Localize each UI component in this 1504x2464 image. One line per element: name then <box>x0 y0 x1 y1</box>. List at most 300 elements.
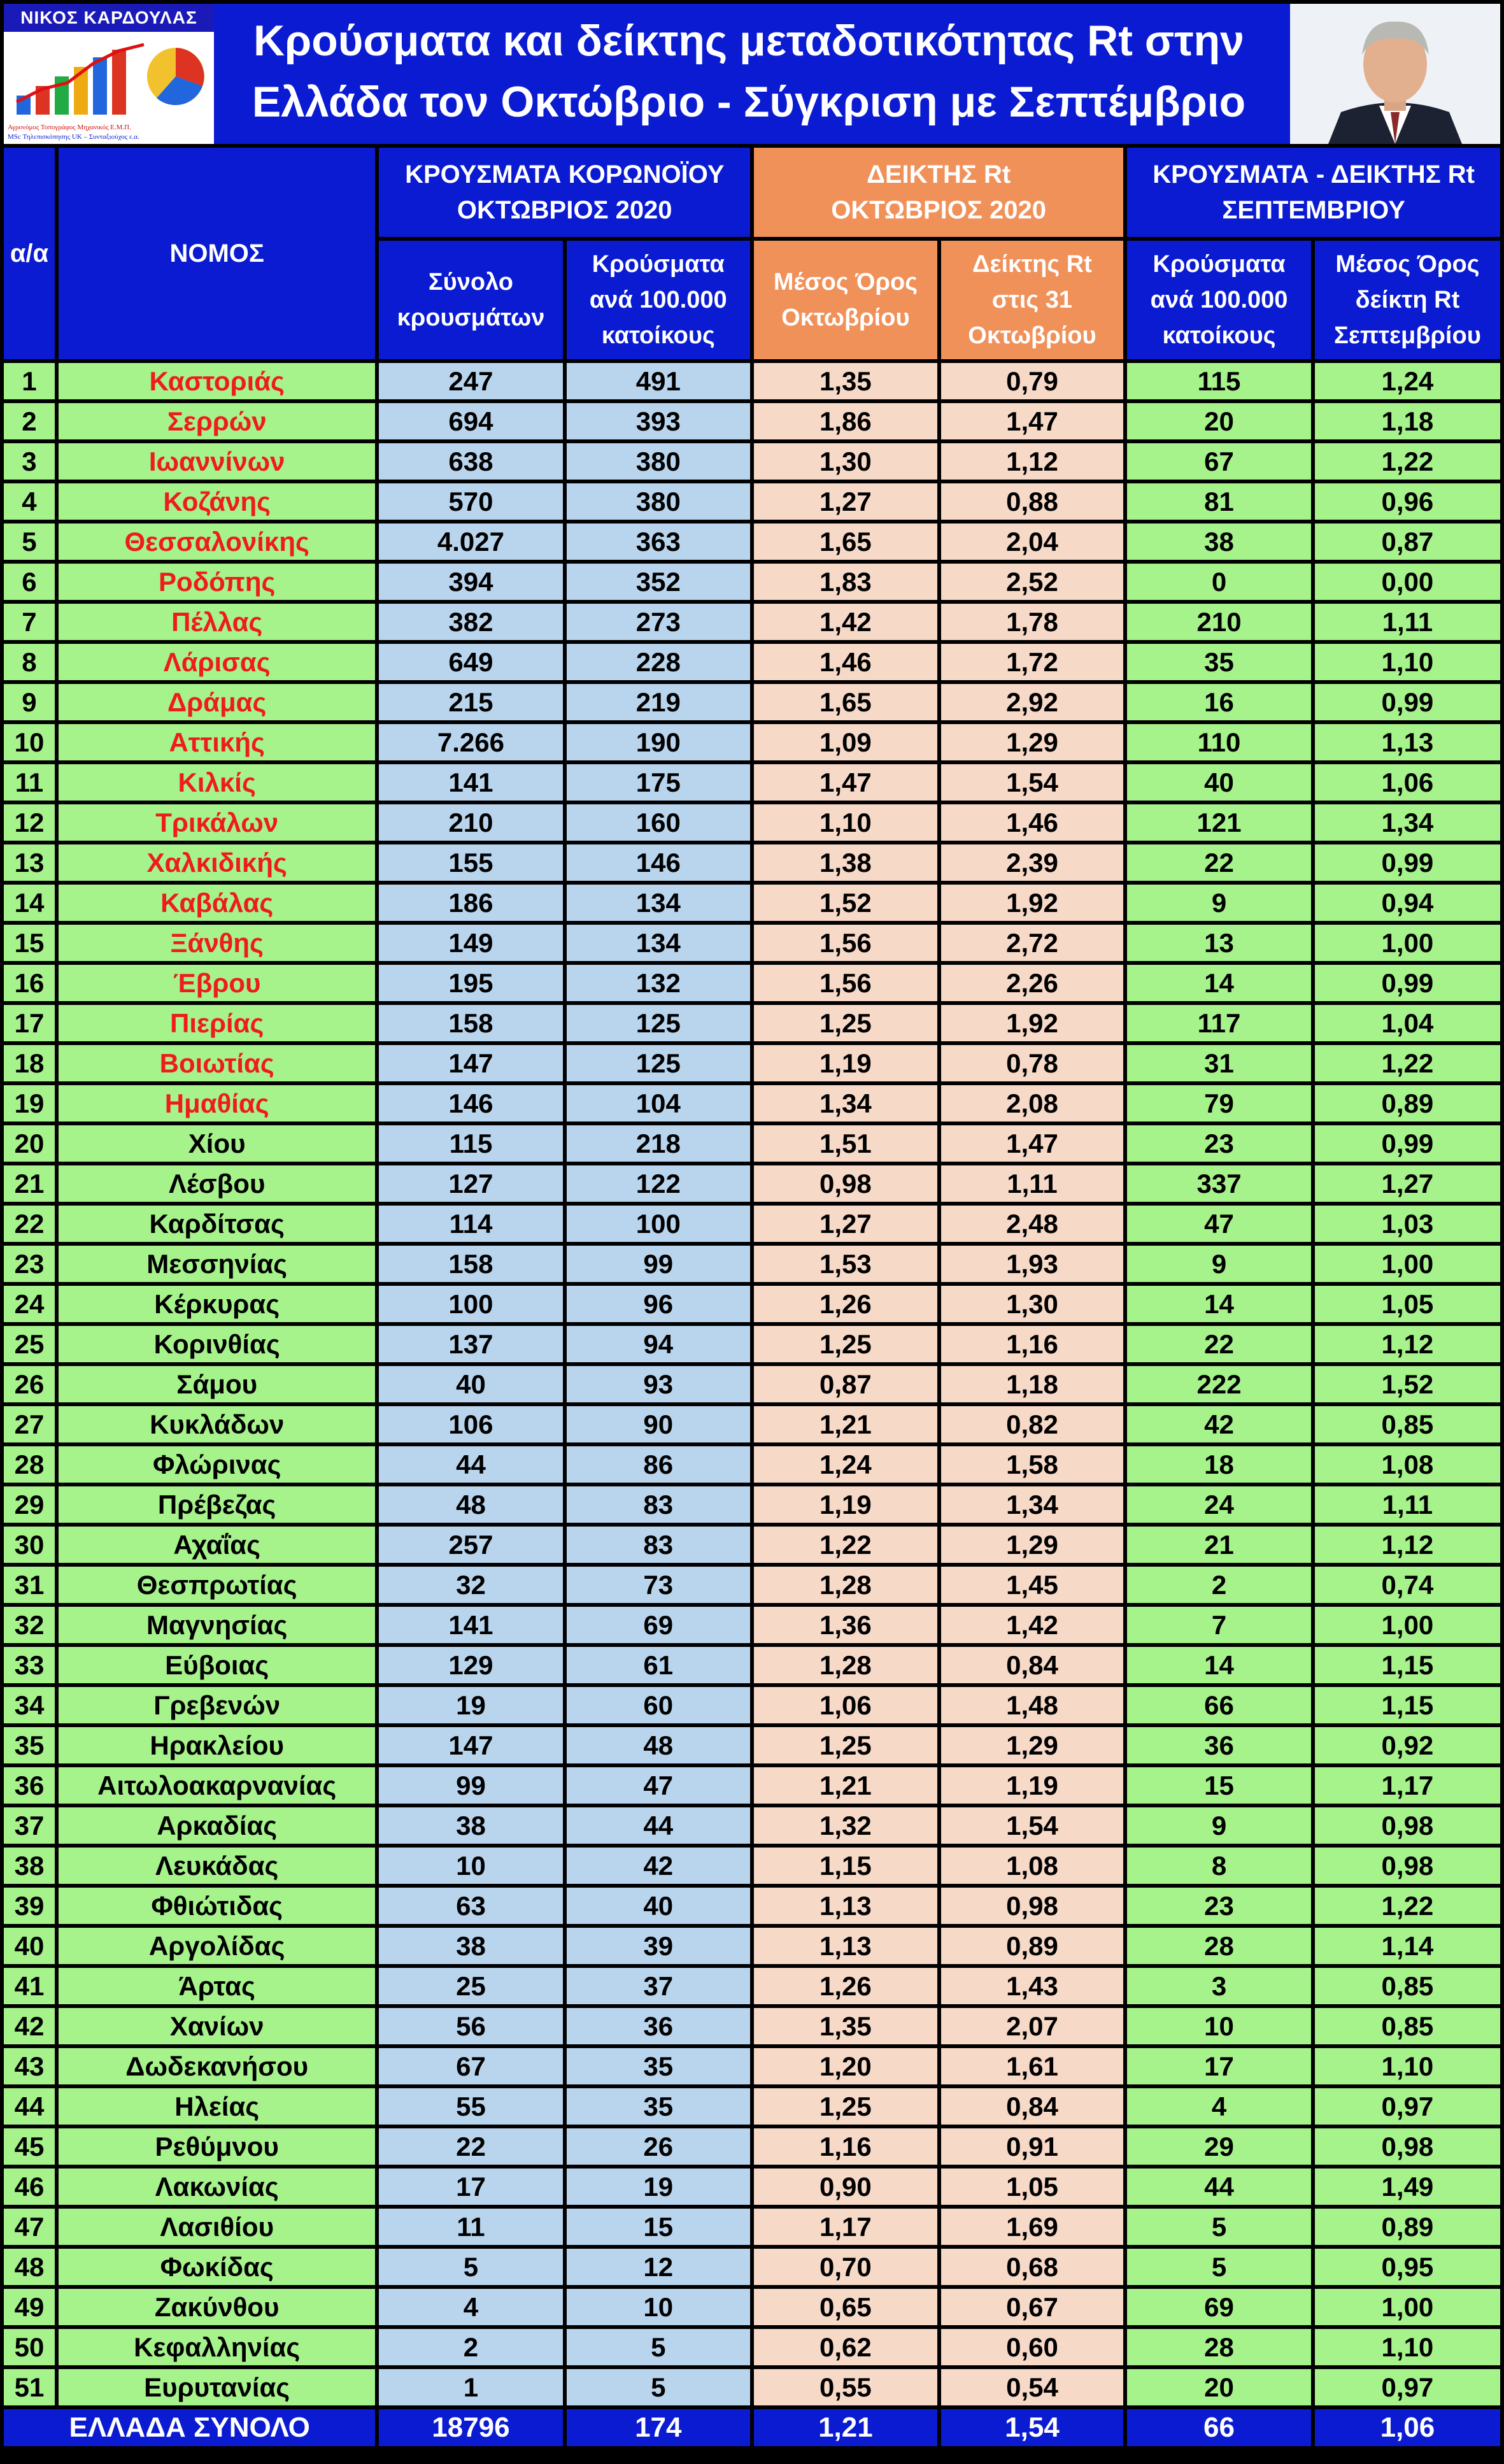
rt-31-oct: 1,69 <box>941 2209 1123 2245</box>
cases-per100k-oct: 125 <box>567 1005 751 1041</box>
rt-31-oct: 1,48 <box>941 1687 1123 1723</box>
rt-31-oct: 1,34 <box>941 1486 1123 1523</box>
group-header-line: ΣΕΠΤΕΜΒΡΙΟΥ <box>1222 196 1405 224</box>
rt-avg-oct: 1,38 <box>754 844 937 881</box>
rt-31-oct: 0,88 <box>941 483 1123 520</box>
table-row <box>4 804 1500 841</box>
rt-avg-sep: 0,99 <box>1315 965 1500 1001</box>
cases-per100k-sep: 4 <box>1127 2088 1311 2125</box>
row-number: 7 <box>4 604 55 640</box>
cases-per100k-sep: 47 <box>1127 1206 1311 1242</box>
prefecture-name: Αρκαδίας <box>59 1807 375 1844</box>
table-row <box>4 604 1500 640</box>
total-cases: 638 <box>379 443 562 480</box>
row-number: 20 <box>4 1125 55 1162</box>
table-row <box>4 1286 1500 1322</box>
rt-avg-sep: 0,98 <box>1315 1848 1500 1884</box>
prefecture-name: Βοιωτίας <box>59 1045 375 1081</box>
cases-per100k-sep: 24 <box>1127 1486 1311 1523</box>
row-number: 28 <box>4 1446 55 1483</box>
prefecture-name: Σερρών <box>59 403 375 439</box>
cases-per100k-sep: 22 <box>1127 1326 1311 1362</box>
rt-avg-oct: 1,83 <box>754 564 937 600</box>
cases-per100k-sep: 9 <box>1127 1807 1311 1844</box>
prefecture-name: Μαγνησίας <box>59 1607 375 1643</box>
total-cases: 4.027 <box>379 523 562 560</box>
rt-avg-oct: 0,87 <box>754 1366 937 1402</box>
rt-31-oct: 1,78 <box>941 604 1123 640</box>
cases-per100k-oct: 96 <box>567 1286 751 1322</box>
rt-31-oct: 1,29 <box>941 1727 1123 1763</box>
cases-per100k-sep: 14 <box>1127 1647 1311 1683</box>
row-number: 25 <box>4 1326 55 1362</box>
prefecture-name: Ροδόπης <box>59 564 375 600</box>
total-cases: 22 <box>379 2128 562 2165</box>
total-cases: 195 <box>379 965 562 1001</box>
rt-avg-oct: 1,53 <box>754 1246 937 1282</box>
rt-avg-sep: 0,97 <box>1315 2369 1500 2405</box>
prefecture-name: Ιωαννίνων <box>59 443 375 480</box>
row-number: 50 <box>4 2329 55 2365</box>
cases-per100k-sep: 9 <box>1127 1246 1311 1282</box>
rt-avg-sep: 1,11 <box>1315 1486 1500 1523</box>
prefecture-name: Δράμας <box>59 684 375 720</box>
rt-avg-sep: 0,89 <box>1315 1085 1500 1122</box>
rt-avg-oct: 1,25 <box>754 1727 937 1763</box>
rt-31-oct: 2,26 <box>941 965 1123 1001</box>
cases-per100k-oct: 380 <box>567 483 751 520</box>
prefecture-name: Αττικής <box>59 724 375 760</box>
rt-31-oct: 0,98 <box>941 1888 1123 1924</box>
rt-avg-oct: 1,52 <box>754 885 937 921</box>
table-row <box>4 1326 1500 1362</box>
cases-per100k-oct: 42 <box>567 1848 751 1884</box>
total-cases: 215 <box>379 684 562 720</box>
total-cases: 257 <box>379 1527 562 1563</box>
total-cases: 106 <box>379 1406 562 1442</box>
rt-avg-sep: 0,96 <box>1315 483 1500 520</box>
rt-avg-oct: 1,47 <box>754 764 937 801</box>
author-photo <box>1290 4 1500 144</box>
row-number: 44 <box>4 2088 55 2125</box>
cases-per100k-oct: 48 <box>567 1727 751 1763</box>
prefecture-name: Κιλκίς <box>59 764 375 801</box>
prefecture-name: Χαλκιδικής <box>59 844 375 881</box>
cases-per100k-sep: 337 <box>1127 1165 1311 1202</box>
total-cases: 115 <box>379 1125 562 1162</box>
rt-avg-oct: 1,46 <box>754 644 937 680</box>
prefecture-name: Λακωνίας <box>59 2168 375 2205</box>
rt-31-oct: 0,82 <box>941 1406 1123 1442</box>
table-row <box>4 1045 1500 1081</box>
prefecture-name: Φλώρινας <box>59 1446 375 1483</box>
table-row <box>4 1888 1500 1924</box>
rt-avg-sep: 1,10 <box>1315 2048 1500 2084</box>
table-row <box>4 1165 1500 1202</box>
table-row <box>4 1005 1500 1041</box>
rt-avg-oct: 1,56 <box>754 965 937 1001</box>
rt-avg-sep: 1,08 <box>1315 1446 1500 1483</box>
col-header-total-cases <box>379 241 562 359</box>
total-cases: 48 <box>379 1486 562 1523</box>
table-row <box>4 564 1500 600</box>
rt-avg-oct: 1,86 <box>754 403 937 439</box>
cases-per100k-oct: 134 <box>567 925 751 961</box>
rt-31-oct: 0,68 <box>941 2249 1123 2285</box>
logo-subtitle-2: MSc Τηλεπισκόπησης UK – Συνταξιούχος ε.α. <box>8 133 139 141</box>
row-number: 17 <box>4 1005 55 1041</box>
cases-per100k-oct: 15 <box>567 2209 751 2245</box>
table-row <box>4 2369 1500 2405</box>
rt-31-oct: 0,91 <box>941 2128 1123 2165</box>
cases-per100k-oct: 83 <box>567 1486 751 1523</box>
row-number: 46 <box>4 2168 55 2205</box>
rt-31-oct: 1,72 <box>941 644 1123 680</box>
table-row <box>4 2209 1500 2245</box>
cases-per100k-sep: 29 <box>1127 2128 1311 2165</box>
prefecture-name: Κεφαλληνίας <box>59 2329 375 2365</box>
rt-avg-sep: 1,27 <box>1315 1165 1500 1202</box>
table-row <box>4 1807 1500 1844</box>
row-number: 26 <box>4 1366 55 1402</box>
total-cases: 570 <box>379 483 562 520</box>
group-header-line: ΟΚΤΩΒΡΙΟΣ 2020 <box>831 196 1046 224</box>
cases-per100k-oct: 100 <box>567 1206 751 1242</box>
rt-avg-sep: 0,87 <box>1315 523 1500 560</box>
rt-avg-oct: 1,25 <box>754 1326 937 1362</box>
table-row <box>4 1928 1500 1964</box>
row-number: 14 <box>4 885 55 921</box>
logo-graph-icon <box>4 32 214 121</box>
rt-31-oct: 2,48 <box>941 1206 1123 1242</box>
cases-per100k-oct: 352 <box>567 564 751 600</box>
prefecture-name: Έβρου <box>59 965 375 1001</box>
rt-avg-sep: 0,85 <box>1315 1968 1500 2004</box>
total-cases: 4 <box>379 2289 562 2325</box>
row-number: 41 <box>4 1968 55 2004</box>
rt-avg-sep: 1,00 <box>1315 1246 1500 1282</box>
total-cases: 55 <box>379 2088 562 2125</box>
rt-avg-oct: 1,32 <box>754 1807 937 1844</box>
row-number: 40 <box>4 1928 55 1964</box>
rt-31-oct: 1,30 <box>941 1286 1123 1322</box>
col-header-nomos: ΝΟΜΟΣ <box>59 148 375 359</box>
rt-31-oct: 0,84 <box>941 2088 1123 2125</box>
cases-per100k-oct: 35 <box>567 2048 751 2084</box>
cases-per100k-sep: 28 <box>1127 2329 1311 2365</box>
rt-avg-oct: 1,10 <box>754 804 937 841</box>
prefecture-name: Τρικάλων <box>59 804 375 841</box>
rt-avg-sep: 1,22 <box>1315 1045 1500 1081</box>
rt-avg-oct: 1,30 <box>754 443 937 480</box>
prefecture-name: Κοζάνης <box>59 483 375 520</box>
prefecture-name: Σάμου <box>59 1366 375 1402</box>
cases-per100k-sep: 18 <box>1127 1446 1311 1483</box>
prefecture-name: Λάρισας <box>59 644 375 680</box>
total-cases: 158 <box>379 1246 562 1282</box>
rt-avg-oct: 1,13 <box>754 1928 937 1964</box>
rt-avg-oct: 1,26 <box>754 1968 937 2004</box>
row-number: 12 <box>4 804 55 841</box>
col-header-per100k-sep <box>1127 241 1311 359</box>
rt-avg-oct: 1,28 <box>754 1567 937 1603</box>
total-cases: 99 <box>379 1767 562 1804</box>
group-header-sep <box>1127 148 1500 237</box>
rt-31-oct: 2,07 <box>941 2008 1123 2044</box>
cases-per100k-sep: 5 <box>1127 2209 1311 2245</box>
total-cases: 147 <box>379 1045 562 1081</box>
rt-avg-sep: 1,12 <box>1315 1527 1500 1563</box>
rt-avg-sep: 1,24 <box>1315 363 1500 399</box>
row-number: 43 <box>4 2048 55 2084</box>
rt-31-oct: 2,52 <box>941 564 1123 600</box>
cases-per100k-sep: 28 <box>1127 1928 1311 1964</box>
cases-per100k-oct: 104 <box>567 1085 751 1122</box>
cases-per100k-sep: 110 <box>1127 724 1311 760</box>
total-cases: 382 <box>379 604 562 640</box>
rt-avg-sep: 1,17 <box>1315 1767 1500 1804</box>
col-header-aa: α/α <box>4 148 55 359</box>
table-row <box>4 523 1500 560</box>
rt-31-oct: 1,47 <box>941 403 1123 439</box>
row-number: 49 <box>4 2289 55 2325</box>
rt-31-oct: 1,93 <box>941 1246 1123 1282</box>
total-cases: 67 <box>379 2048 562 2084</box>
table-row <box>4 1567 1500 1603</box>
group-header-line: ΔΕΙΚΤΗΣ Rt <box>867 160 1011 189</box>
rt-31-oct: 1,29 <box>941 1527 1123 1563</box>
total-cases: 19 <box>379 1687 562 1723</box>
prefecture-name: Πρέβεζας <box>59 1486 375 1523</box>
row-number: 11 <box>4 764 55 801</box>
cases-per100k-sep: 20 <box>1127 2369 1311 2405</box>
prefecture-name: Καρδίτσας <box>59 1206 375 1242</box>
cases-per100k-oct: 190 <box>567 724 751 760</box>
row-number: 33 <box>4 1647 55 1683</box>
rt-31-oct: 0,60 <box>941 2329 1123 2365</box>
rt-31-oct: 1,11 <box>941 1165 1123 1202</box>
total-cases: 114 <box>379 1206 562 1242</box>
rt-31-oct: 1,29 <box>941 724 1123 760</box>
table-row <box>4 1647 1500 1683</box>
prefecture-name: Καβάλας <box>59 885 375 921</box>
row-number: 29 <box>4 1486 55 1523</box>
cases-per100k-oct: 219 <box>567 684 751 720</box>
table-row <box>4 1125 1500 1162</box>
table-row <box>4 1727 1500 1763</box>
prefecture-name: Κέρκυρας <box>59 1286 375 1322</box>
data-table <box>4 148 1504 2450</box>
rt-avg-sep: 1,22 <box>1315 443 1500 480</box>
group-header-rt-oct <box>754 148 1123 237</box>
rt-31-oct: 1,47 <box>941 1125 1123 1162</box>
col-header-per100k-oct <box>567 241 751 359</box>
table-row <box>4 1406 1500 1442</box>
rt-31-oct: 1,45 <box>941 1567 1123 1603</box>
prefecture-name: Ημαθίας <box>59 1085 375 1122</box>
table-row <box>4 684 1500 720</box>
col-header-line: Οκτωβρίου <box>781 304 910 331</box>
rt-31-oct: 2,08 <box>941 1085 1123 1122</box>
table-row <box>4 1246 1500 1282</box>
cases-per100k-sep: 8 <box>1127 1848 1311 1884</box>
rt-avg-oct: 1,65 <box>754 684 937 720</box>
total-cases: 100 <box>379 1286 562 1322</box>
total-cases: 158 <box>379 1005 562 1041</box>
total-cases: 2 <box>379 2329 562 2365</box>
rt-avg-oct: 1,27 <box>754 1206 937 1242</box>
rt-avg-oct: 1,16 <box>754 2128 937 2165</box>
cases-per100k-oct: 61 <box>567 1647 751 1683</box>
row-number: 21 <box>4 1165 55 1202</box>
col-header-line: Κρούσματα <box>592 251 725 278</box>
title-line-1: Κρούσματα και δείκτης μεταδοτικότητας Rt στην <box>253 17 1244 65</box>
prefecture-name: Ρεθύμνου <box>59 2128 375 2165</box>
row-number: 39 <box>4 1888 55 1924</box>
row-number: 4 <box>4 483 55 520</box>
rt-avg-oct: 1,06 <box>754 1687 937 1723</box>
cases-per100k-oct: 175 <box>567 764 751 801</box>
rt-avg-sep: 1,00 <box>1315 925 1500 961</box>
rt-avg-oct: 1,22 <box>754 1527 937 1563</box>
total-per100k: 174 <box>567 2409 751 2446</box>
rt-avg-oct: 1,25 <box>754 2088 937 2125</box>
rt-avg-oct: 0,98 <box>754 1165 937 1202</box>
cases-per100k-oct: 122 <box>567 1165 751 1202</box>
prefecture-name: Φθιώτιδας <box>59 1888 375 1924</box>
row-number: 23 <box>4 1246 55 1282</box>
cases-per100k-sep: 42 <box>1127 1406 1311 1442</box>
prefecture-name: Λασιθίου <box>59 2209 375 2245</box>
row-number: 3 <box>4 443 55 480</box>
rt-avg-sep: 1,04 <box>1315 1005 1500 1041</box>
row-number: 10 <box>4 724 55 760</box>
rt-avg-oct: 1,20 <box>754 2048 937 2084</box>
total-cases: 1 <box>379 2369 562 2405</box>
table-row <box>4 1607 1500 1643</box>
total-cases: 141 <box>379 764 562 801</box>
table-row <box>4 363 1500 399</box>
table-row <box>4 844 1500 881</box>
cases-per100k-sep: 121 <box>1127 804 1311 841</box>
total-cases: 11 <box>379 2209 562 2245</box>
cases-per100k-oct: 40 <box>567 1888 751 1924</box>
rt-avg-sep: 0,98 <box>1315 1807 1500 1844</box>
table-row <box>4 483 1500 520</box>
table-row <box>4 724 1500 760</box>
cases-per100k-oct: 73 <box>567 1567 751 1603</box>
rt-avg-oct: 0,90 <box>754 2168 937 2205</box>
prefecture-name: Γρεβενών <box>59 1687 375 1723</box>
prefecture-name: Κυκλάδων <box>59 1406 375 1442</box>
cases-per100k-sep: 15 <box>1127 1767 1311 1804</box>
table-row <box>4 2088 1500 2125</box>
cases-per100k-oct: 19 <box>567 2168 751 2205</box>
cases-per100k-sep: 115 <box>1127 363 1311 399</box>
table-row <box>4 443 1500 480</box>
prefecture-name: Πέλλας <box>59 604 375 640</box>
rt-31-oct: 1,12 <box>941 443 1123 480</box>
row-number: 51 <box>4 2369 55 2405</box>
table-row <box>4 644 1500 680</box>
rt-31-oct: 1,08 <box>941 1848 1123 1884</box>
col-header-line: στις 31 <box>991 287 1073 313</box>
total-cases: 63 <box>379 1888 562 1924</box>
rt-avg-sep: 1,13 <box>1315 724 1500 760</box>
cases-per100k-sep: 210 <box>1127 604 1311 640</box>
cases-per100k-oct: 26 <box>567 2128 751 2165</box>
rt-avg-sep: 0,85 <box>1315 2008 1500 2044</box>
total-cases: 40 <box>379 1366 562 1402</box>
rt-avg-oct: 1,27 <box>754 483 937 520</box>
rt-avg-oct: 1,51 <box>754 1125 937 1162</box>
total-cases: 155 <box>379 844 562 881</box>
col-header-line: ανά 100.000 <box>589 287 727 313</box>
prefecture-name: Ευρυτανίας <box>59 2369 375 2405</box>
row-number: 24 <box>4 1286 55 1322</box>
rt-31-oct: 1,42 <box>941 1607 1123 1643</box>
rt-avg-oct: 0,55 <box>754 2369 937 2405</box>
rt-31-oct: 2,39 <box>941 844 1123 881</box>
group-header-cases-oct <box>379 148 750 237</box>
rt-31-oct: 1,54 <box>941 1807 1123 1844</box>
rt-avg-oct: 1,42 <box>754 604 937 640</box>
rt-31-oct: 1,16 <box>941 1326 1123 1362</box>
col-header-rt-avg-sep <box>1315 241 1500 359</box>
row-number: 22 <box>4 1206 55 1242</box>
rt-31-oct: 2,04 <box>941 523 1123 560</box>
cases-per100k-sep: 67 <box>1127 443 1311 480</box>
rt-avg-sep: 1,49 <box>1315 2168 1500 2205</box>
rt-31-oct: 0,89 <box>941 1928 1123 1964</box>
cases-per100k-oct: 125 <box>567 1045 751 1081</box>
cases-per100k-oct: 10 <box>567 2289 751 2325</box>
rt-31-oct: 0,78 <box>941 1045 1123 1081</box>
rt-avg-oct: 1,13 <box>754 1888 937 1924</box>
total-sep-rt-avg: 1,06 <box>1315 2409 1500 2446</box>
row-number: 8 <box>4 644 55 680</box>
rt-avg-sep: 0,97 <box>1315 2088 1500 2125</box>
cases-per100k-oct: 39 <box>567 1928 751 1964</box>
cases-per100k-oct: 69 <box>567 1607 751 1643</box>
cases-per100k-sep: 38 <box>1127 523 1311 560</box>
row-number: 16 <box>4 965 55 1001</box>
cases-per100k-sep: 22 <box>1127 844 1311 881</box>
cases-per100k-oct: 5 <box>567 2329 751 2365</box>
total-cases: 149 <box>379 925 562 961</box>
cases-per100k-oct: 132 <box>567 965 751 1001</box>
total-cases: 247 <box>379 363 562 399</box>
rt-avg-sep: 1,03 <box>1315 1206 1500 1242</box>
rt-avg-oct: 1,21 <box>754 1767 937 1804</box>
table-row <box>4 764 1500 801</box>
prefecture-name: Φωκίδας <box>59 2249 375 2285</box>
rt-avg-oct: 1,56 <box>754 925 937 961</box>
total-cases: 32 <box>379 1567 562 1603</box>
cases-per100k-sep: 14 <box>1127 965 1311 1001</box>
rt-31-oct: 1,58 <box>941 1446 1123 1483</box>
row-number: 18 <box>4 1045 55 1081</box>
table-row <box>4 965 1500 1001</box>
total-cases: 18796 <box>379 2409 562 2446</box>
rt-31-oct: 0,67 <box>941 2289 1123 2325</box>
rt-31-oct: 1,19 <box>941 1767 1123 1804</box>
cases-per100k-sep: 13 <box>1127 925 1311 961</box>
rt-avg-sep: 1,05 <box>1315 1286 1500 1322</box>
col-header-rt-31-oct <box>941 241 1123 359</box>
table-row <box>4 2289 1500 2325</box>
rt-avg-sep: 1,12 <box>1315 1326 1500 1362</box>
